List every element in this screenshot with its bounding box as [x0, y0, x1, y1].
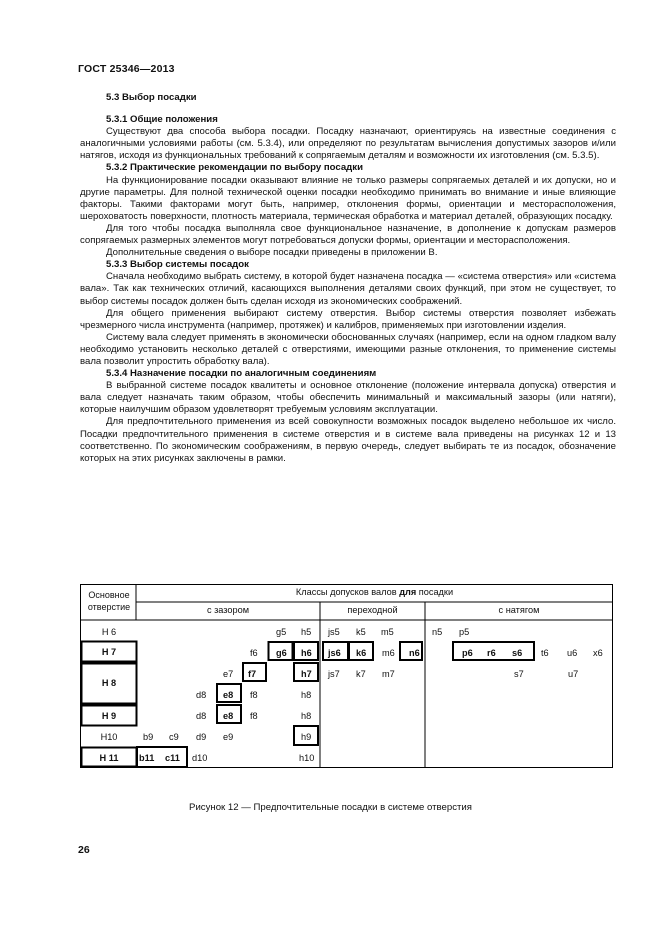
document-header: ГОСТ 25346—2013	[78, 63, 175, 75]
paragraph: Для предпочтительного применения из всей совокупности возможных посадок выделено небольшое их число. Посадки предпочтительного применения в системе отверстия и в системе вала приведены на рисунках 12 и 13 соответственно. По экономическим соображениям, в первую очередь, следует выбирать те из посадок, обозначение которых на этих рисунках заключены в рамки.	[80, 416, 616, 464]
corner-label: Основное отверстие	[87, 590, 131, 612]
shaft-tolerance-cell: f6	[250, 648, 258, 658]
shaft-tolerance-cell: h5	[301, 627, 312, 637]
page-number: 26	[78, 844, 90, 856]
shaft-tolerance-cell: e8	[223, 711, 234, 721]
shaft-tolerance-cell: m5	[381, 627, 394, 637]
shaft-tolerance-cell: h9	[301, 732, 312, 742]
shaft-tolerance-cell: k7	[356, 669, 366, 679]
shaft-tolerance-cell: g6	[276, 648, 287, 658]
shaft-tolerance-cell: f7	[248, 669, 257, 679]
shaft-tolerance-cell: d10	[192, 753, 208, 763]
fits-figure	[80, 584, 616, 768]
shaft-tolerance-cell: h7	[301, 669, 312, 679]
shaft-tolerance-cell: k5	[356, 627, 366, 637]
paragraph: Для того чтобы посадка выполняла свое функциональное назначение, в дополнение к допускам размеров сопрягаемых размерных элементов могут потребоваться допуски формы, ориентации и месторасположения.	[80, 222, 616, 247]
hole-label: H 11	[99, 753, 119, 763]
shaft-tolerance-cell: js6	[328, 648, 341, 658]
shaft-tolerance-cell: n6	[409, 648, 420, 658]
shaft-tolerance-cell: n5	[432, 627, 443, 637]
shaft-tolerance-cell: js7	[328, 669, 340, 679]
section-heading: 5.3 Выбор посадки	[106, 92, 197, 103]
hole-label: H 7	[101, 647, 117, 657]
shaft-tolerance-cell: p6	[462, 648, 473, 658]
subsection-heading: 5.3.4 Назначение посадки по аналогичным соединениям	[106, 368, 377, 380]
shaft-tolerance-cell: r6	[487, 648, 496, 658]
shaft-tolerance-cell: u7	[568, 669, 579, 679]
shaft-tolerance-cell: g5	[276, 627, 287, 637]
paragraph: Дополнительные сведения о выборе посадки приведены в приложении В.	[106, 247, 438, 259]
paragraph: Сначала необходимо выбрать систему, в которой будет назначена посадка — «система отверстия» или «система вала». Так как технических отличий, касающихся выполнения деталями своих функций, при этом не существует, то выбор системы посадок должен быть сделан исходя из экономических соображений.	[80, 271, 616, 307]
paragraph: Существуют два способа выбора посадки. Посадку назначают, ориентируясь на известные соединения с аналогичными условиями работы (см. 5.3.4), или определяют по результатам вычисления допустимых зазоров и/или натягов, исходя из функциональных требований к сопрягаемым деталям и возможности их изготовления (см. 5.3.5).	[80, 126, 616, 162]
shaft-tolerance-cell: b9	[143, 732, 154, 742]
shaft-tolerance-cell: b11	[139, 753, 155, 763]
shaft-tolerance-cell: d9	[196, 732, 207, 742]
shaft-tolerance-cell: p5	[459, 627, 470, 637]
body-text	[80, 92, 616, 465]
shaft-tolerance-cell: s7	[514, 669, 524, 679]
shaft-tolerance-cell: k6	[356, 648, 367, 658]
shaft-tolerance-cell: h8	[301, 690, 312, 700]
shaft-tolerance-cell: f8	[250, 690, 258, 700]
subsection-heading: 5.3.3 Выбор системы посадок	[106, 259, 249, 271]
shaft-tolerance-cell: js5	[328, 627, 340, 637]
shaft-tolerance-cell: h10	[299, 753, 315, 763]
shaft-tolerance-cell: x6	[593, 648, 603, 658]
shaft-tolerance-cell: e8	[223, 690, 234, 700]
paragraph: На функционирование посадки оказывают влияние не только размеры сопрягаемых деталей и их допуски, но и другие параметры. Для полной технической оценки посадки необходимо принимать во внимание и иные влияющие факторы. Такими факторами могут быть, например, отклонения формы, ориентации и месторасположения, шероховатость поверхности, плотность материала, термическая обработка и материал деталей, образующих посадку.	[80, 174, 616, 222]
shaft-tolerance-cell: d8	[196, 711, 207, 721]
subsection-heading: 5.3.1 Общие положения	[106, 114, 218, 126]
shaft-tolerance-cell: d8	[196, 690, 207, 700]
group-transition: переходной	[347, 605, 398, 615]
hole-label: H 9	[101, 711, 117, 721]
shaft-tolerance-cell: h6	[301, 648, 312, 658]
figure-caption: Рисунок 12 — Предпочтительные посадки в системе отверстия	[189, 802, 472, 813]
shaft-tolerance-cell: m7	[382, 669, 395, 679]
hole-label: H 8	[101, 678, 117, 688]
paragraph: Для общего применения выбирают систему отверстия. Выбор системы отверстия позволяет избежать чрезмерного числа инструмента (например, протяжек) и калибров, применяемых при изготовлении изделия.	[80, 307, 616, 331]
shaft-tolerance-cell: f8	[250, 711, 258, 721]
figure-title: Классы допусков валов для посадки	[295, 587, 454, 597]
shaft-tolerance-cell: e9	[223, 732, 234, 742]
shaft-tolerance-cell: s6	[512, 648, 523, 658]
shaft-tolerance-cell: c9	[169, 732, 179, 742]
shaft-tolerance-cell: h8	[301, 711, 312, 721]
paragraph: В выбранной системе посадок квалитеты и основное отклонение (положение интервала допуска) отверстия и вала следует назначать таким образом, чтобы обеспечить минимальный и максимальный зазоры (или натяги), которые наилучшим образом удовлетворят требуемым условиям эксплуатации.	[80, 380, 616, 416]
hole-label: H 6	[101, 627, 117, 637]
group-interference: с натягом	[498, 605, 540, 615]
shaft-tolerance-cell: c11	[165, 753, 180, 763]
shaft-tolerance-cell: m6	[382, 648, 395, 658]
shaft-tolerance-cell: u6	[567, 648, 578, 658]
hole-label: H10	[100, 732, 118, 742]
group-clearance: с зазором	[206, 605, 250, 615]
shaft-tolerance-cell: e7	[223, 669, 234, 679]
shaft-tolerance-cell: t6	[541, 648, 549, 658]
subsection-heading: 5.3.2 Практические рекомендации по выбору посадки	[106, 162, 363, 174]
paragraph: Систему вала следует применять в экономически обоснованных случаях (например, если на одном гладком валу необходимо установить несколько деталей с отверстиями, имеющими разные отклонения, то применение системы вала позволит упростить обработку вала).	[80, 331, 616, 367]
